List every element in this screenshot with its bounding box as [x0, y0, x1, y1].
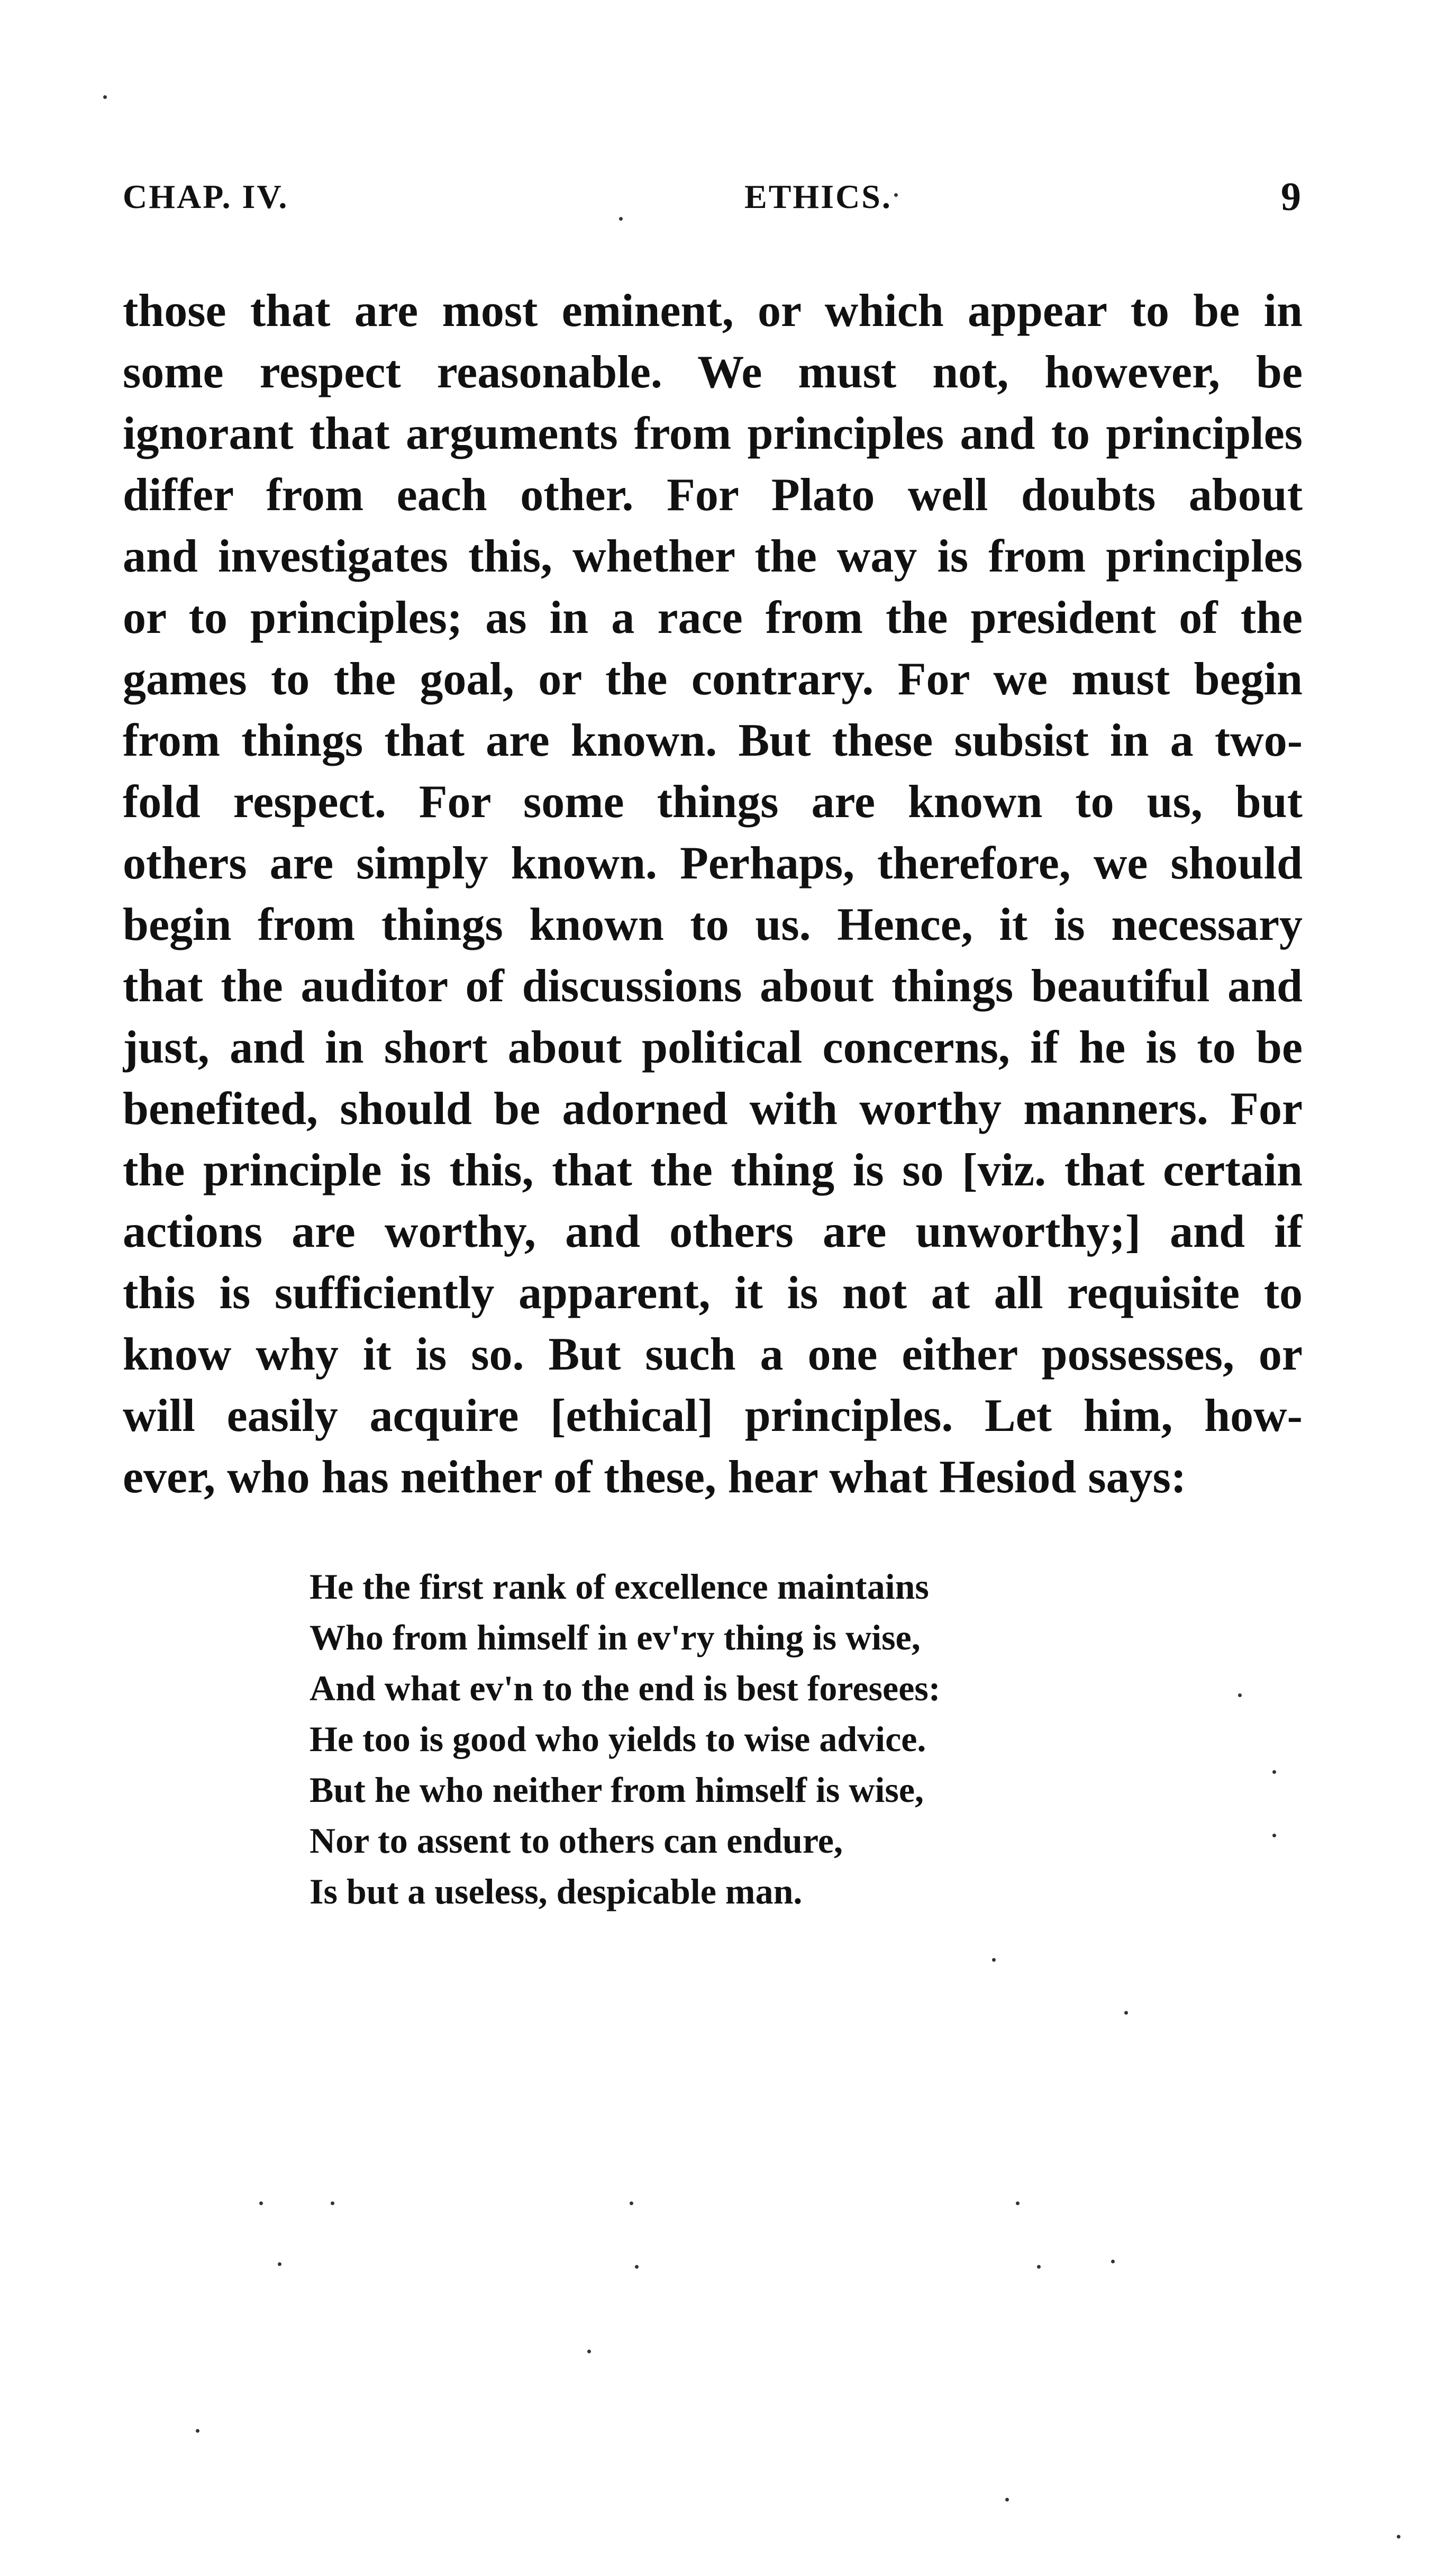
scan-speck: [278, 2262, 281, 2266]
scan-speck: [1397, 2535, 1400, 2539]
verse-line: But he who neither from himself is wise,: [310, 1770, 924, 1810]
text-line: ever, who has neither of these, hear what Hesiod says:: [123, 1452, 1187, 1503]
page-number: 9: [1281, 175, 1303, 219]
verse-line: He too is good who yields to wise advice.: [310, 1719, 926, 1759]
scan-speck: [1272, 1834, 1276, 1837]
verse-quotation: [310, 1561, 1315, 1917]
text-line: differ from each other. For Plato well doubts about: [123, 469, 1303, 521]
text-line: benefited, should be adorned with worthy manners. For: [123, 1083, 1303, 1135]
scan-speck: [196, 2429, 199, 2433]
text-line: this is sufficiently apparent, it is not at all requisite to: [123, 1267, 1303, 1319]
text-line: from things that are known. But these subsist in a two-: [123, 715, 1303, 766]
main-paragraph: [123, 280, 1303, 1508]
scan-speck: [1111, 2260, 1115, 2263]
scan-speck: [103, 95, 107, 99]
running-head: [123, 177, 1303, 225]
text-line: and investigates this, whether the way is from principles: [123, 531, 1303, 582]
text-line: games to the goal, or the contrary. For we must begin: [123, 654, 1303, 705]
scan-speck: [992, 1958, 996, 1962]
scan-speck: [331, 2201, 334, 2205]
scan-speck: [1238, 1693, 1242, 1697]
scan-speck: [1016, 2201, 1020, 2205]
scan-speck: [630, 2201, 633, 2205]
verse-line: Who from himself in ev'ry thing is wise,: [310, 1617, 921, 1657]
scan-speck: [1272, 1770, 1276, 1774]
scan-speck: [259, 2201, 263, 2205]
text-line: the principle is this, that the thing is so [viz. that certain: [123, 1145, 1303, 1196]
text-line: some respect reasonable. We must not, however, be: [123, 347, 1303, 398]
chapter-label: CHAP. IV.: [123, 178, 289, 215]
scan-speck: [635, 2265, 639, 2269]
verse-line: Is but a useless, despicable man.: [310, 1871, 803, 1911]
scan-speck: [1124, 2011, 1128, 2015]
text-line: those that are most eminent, or which appear to be in: [123, 285, 1303, 337]
text-line: others are simply known. Perhaps, therefore, we should: [123, 838, 1303, 889]
text-line: know why it is so. But such a one either possesses, or: [123, 1329, 1303, 1380]
text-line: that the auditor of discussions about things beautiful and: [123, 960, 1303, 1012]
verse-line: Nor to assent to others can endure,: [310, 1820, 843, 1861]
text-line: actions are worthy, and others are unworthy;] and if: [123, 1206, 1303, 1257]
scan-speck: [619, 217, 623, 221]
scan-speck: [587, 2350, 591, 2353]
scan-speck: [1005, 2498, 1009, 2501]
scan-speck: [894, 193, 898, 197]
text-line: begin from things known to us. Hence, it is necessary: [123, 899, 1303, 950]
running-title: ETHICS.: [744, 178, 892, 215]
text-line: ignorant that arguments from principles and to principles: [123, 408, 1303, 459]
text-line: will easily acquire [ethical] principles. Let him, how-: [123, 1390, 1303, 1442]
verse-line: He the first rank of excellence maintains: [310, 1566, 929, 1607]
text-line: just, and in short about political concerns, if he is to be: [123, 1022, 1303, 1073]
text-line: or to principles; as in a race from the president of the: [123, 592, 1303, 643]
verse-line: And what ev'n to the end is best foresees:: [310, 1668, 941, 1708]
scan-speck: [1037, 2265, 1041, 2269]
text-line: fold respect. For some things are known to us, but: [123, 776, 1303, 828]
